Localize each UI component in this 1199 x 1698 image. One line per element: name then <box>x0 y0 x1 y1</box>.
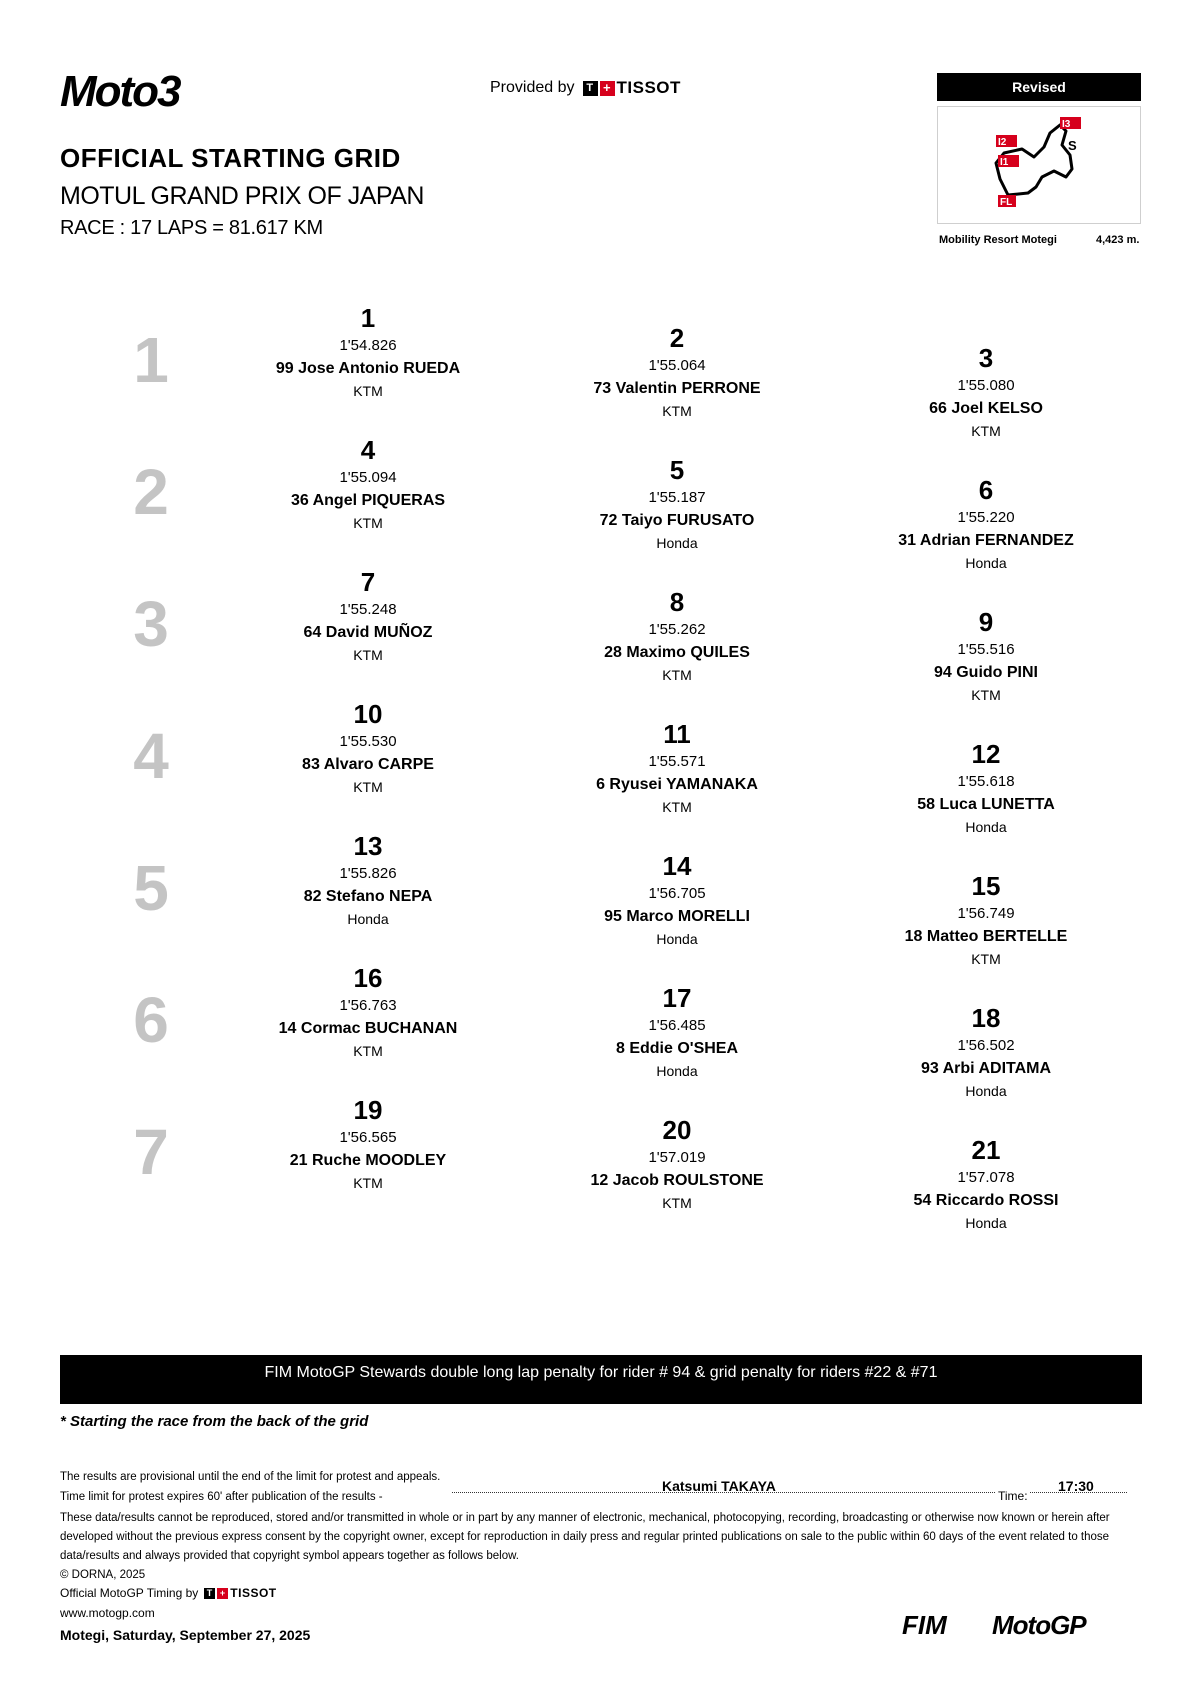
fim-logo <box>900 1610 970 1640</box>
team-name: Honda <box>656 931 698 947</box>
team-name: KTM <box>662 667 692 683</box>
tissot-cross-icon: + <box>600 81 615 96</box>
grid-position: 11 <box>663 719 691 749</box>
grid-row-number: 2 <box>133 456 169 528</box>
rider-name: 14 Cormac BUCHANAN <box>278 1020 458 1037</box>
rider-name: 18 Matteo BERTELLE <box>904 928 1068 945</box>
grid-slot <box>871 475 1101 574</box>
provisional-note: The results are provisional until the end of the limit for protest and appeals. <box>60 1471 441 1483</box>
rider-name: 64 David MUÑOZ <box>303 624 433 641</box>
rider-name: 94 Guido PINI <box>933 664 1038 681</box>
rider-name: 21 Ruche MOODLEY <box>289 1152 447 1169</box>
lap-time: 1'56.763 <box>339 997 397 1014</box>
grid-row-number: 6 <box>133 984 169 1056</box>
grid-position: 10 <box>353 699 383 729</box>
grid-position: 9 <box>978 607 994 637</box>
team-name: KTM <box>971 423 1001 439</box>
grid-row-number: 3 <box>133 588 169 660</box>
timing-credit <box>60 1586 277 1600</box>
tissot-t-icon: T <box>204 1588 215 1599</box>
lap-time: 1'54.826 <box>339 337 397 354</box>
grid-position: 18 <box>971 1003 1001 1033</box>
team-name: Honda <box>965 819 1007 835</box>
moto3-logo-text: Moto3 <box>60 70 180 114</box>
team-name: KTM <box>971 951 1001 967</box>
grid-slot <box>871 607 1101 706</box>
lap-time: 1'56.502 <box>957 1037 1015 1054</box>
lap-time: 1'55.262 <box>648 621 706 638</box>
rider-name: 54 Riccardo ROSSI <box>913 1192 1059 1209</box>
timing-credit-label: Official MotoGP Timing by <box>60 1586 199 1600</box>
grid-slot <box>871 343 1101 442</box>
lap-time: 1'55.618 <box>957 773 1015 790</box>
team-name: Honda <box>347 911 389 927</box>
tissot-cross-icon: + <box>217 1588 228 1599</box>
tissot-logo-text: TISSOT <box>616 78 681 97</box>
circuit-name: Mobility Resort Motegi <box>939 234 1057 246</box>
grid-slot <box>562 719 792 818</box>
lap-time: 1'57.078 <box>957 1169 1015 1186</box>
sector-i1-label: I1 <box>1000 157 1009 168</box>
grid-slot <box>562 851 792 950</box>
grid-position: 16 <box>353 963 383 993</box>
grid-position: 21 <box>971 1135 1001 1165</box>
provided-by-label: Provided by <box>490 79 575 96</box>
grid-position: 4 <box>360 435 376 465</box>
team-name: Honda <box>656 535 698 551</box>
moto3-logo <box>60 70 285 114</box>
team-name: KTM <box>353 515 383 531</box>
time-line <box>1030 1492 1127 1493</box>
rider-name: 66 Joel KELSO <box>929 400 1043 417</box>
team-name: KTM <box>662 799 692 815</box>
tissot-logo <box>583 78 681 98</box>
rider-name: 12 Jacob ROULSTONE <box>590 1172 764 1189</box>
time-value: 17:30 <box>1058 1478 1094 1494</box>
fim-logo-graphic <box>900 1610 970 1640</box>
grid-position: 7 <box>360 567 376 597</box>
track-map <box>937 106 1141 224</box>
rider-name: 8 Eddie O'SHEA <box>615 1040 739 1057</box>
grid-slot <box>253 1095 483 1194</box>
rider-name: 36 Angel PIQUERAS <box>290 492 446 509</box>
signature-line <box>452 1492 995 1493</box>
grid-slot <box>562 323 792 422</box>
grid-slot <box>253 831 483 930</box>
lap-time: 1'57.019 <box>648 1149 706 1166</box>
team-name: KTM <box>662 403 692 419</box>
back-of-grid-note: * Starting the race from the back of the grid <box>60 1413 369 1430</box>
grid-row-number: 5 <box>133 852 169 924</box>
lap-time: 1'56.485 <box>648 1017 706 1034</box>
rider-name: 72 Taiyo FURUSATO <box>599 512 755 529</box>
grid-slot <box>253 699 483 798</box>
lap-time: 1'55.826 <box>339 865 397 882</box>
rider-name: 93 Arbi ADITAMA <box>920 1060 1052 1077</box>
grid-slot <box>253 435 483 534</box>
team-name: Honda <box>656 1063 698 1079</box>
grid-position: 3 <box>978 343 994 373</box>
grid-row-number: 4 <box>133 720 169 792</box>
rider-name: 83 Alvaro CARPE <box>302 756 434 773</box>
grid-row-number: 7 <box>133 1116 169 1188</box>
rider-name: 28 Maximo QUILES <box>604 644 750 661</box>
moto3-logo-graphic <box>60 70 285 114</box>
grid-position: 2 <box>669 323 685 353</box>
tissot-t-icon: T <box>583 81 598 96</box>
tissot-logo-small <box>204 1586 276 1600</box>
team-name: KTM <box>971 687 1001 703</box>
team-name: KTM <box>353 1175 383 1191</box>
grid-position: 19 <box>353 1095 383 1125</box>
rider-name: 99 Jose Antonio RUEDA <box>275 360 461 377</box>
lap-time: 1'56.749 <box>957 905 1015 922</box>
race-info: RACE : 17 LAPS = 81.617 KM <box>60 217 323 239</box>
page-title: OFFICIAL STARTING GRID <box>60 143 401 173</box>
finish-line-label: FL <box>1000 197 1013 208</box>
lap-time: 1'55.187 <box>648 489 706 506</box>
lap-time: 1'56.565 <box>339 1129 397 1146</box>
lap-time: 1'55.094 <box>339 469 397 486</box>
grid-slot <box>871 1135 1101 1234</box>
rider-name: 31 Adrian FERNANDEZ <box>898 532 1074 549</box>
grid-slot <box>253 963 483 1062</box>
motogp-logo-graphic <box>990 1610 1130 1640</box>
lap-time: 1'55.571 <box>648 753 706 770</box>
rider-name: 73 Valentin PERRONE <box>593 380 761 397</box>
team-name: Honda <box>965 1083 1007 1099</box>
signatory-name: Katsumi TAKAYA <box>662 1478 776 1494</box>
rider-name: 82 Stefano NEPA <box>303 888 433 905</box>
rider-name: 95 Marco MORELLI <box>604 908 750 925</box>
grid-slot <box>562 983 792 1082</box>
time-label: Time: <box>998 1489 1028 1503</box>
grid-position: 20 <box>662 1115 692 1145</box>
team-name: KTM <box>353 383 383 399</box>
grid-position: 15 <box>971 871 1001 901</box>
grid-position: 1 <box>360 303 376 333</box>
circuit-length: 4,423 m. <box>1096 234 1140 246</box>
motogp-logo-text: MotoGP <box>992 1610 1086 1640</box>
penalty-notice: FIM MotoGP Stewards double long lap penalty for rider # 94 & grid penalty for riders #22 & #71 <box>60 1355 1142 1404</box>
grid-slot <box>871 871 1101 970</box>
lap-time: 1'55.248 <box>339 601 397 618</box>
grid-slot <box>562 587 792 686</box>
lap-time: 1'55.080 <box>957 377 1015 394</box>
dorna-copyright: © DORNA, 2025 <box>60 1569 146 1581</box>
protest-limit-note: Time limit for protest expires 60' after publication of the results - <box>60 1491 383 1503</box>
grid-slot <box>562 1115 792 1214</box>
team-name: Honda <box>965 555 1007 571</box>
grid-slot <box>253 303 483 402</box>
event-name: MOTUL GRAND PRIX OF JAPAN <box>60 182 424 210</box>
grid-slot <box>562 455 792 554</box>
fim-logo-text: FIM <box>902 1610 947 1640</box>
grid-position: 14 <box>662 851 692 881</box>
sector-i2-label: I2 <box>998 137 1007 148</box>
website-link[interactable]: www.motogp.com <box>60 1606 155 1620</box>
grid-position: 17 <box>662 983 692 1013</box>
provided-by <box>490 78 681 98</box>
rider-name: 58 Luca LUNETTA <box>917 796 1055 813</box>
team-name: Honda <box>965 1215 1007 1231</box>
team-name: KTM <box>353 1043 383 1059</box>
team-name: KTM <box>662 1195 692 1211</box>
speed-trap-label: S <box>1068 138 1077 153</box>
lap-time: 1'55.220 <box>957 509 1015 526</box>
grid-position: 8 <box>669 587 685 617</box>
grid-row-number: 1 <box>133 324 169 396</box>
event-date: Motegi, Saturday, September 27, 2025 <box>60 1627 311 1643</box>
grid-slot <box>871 1003 1101 1102</box>
grid-slot <box>253 567 483 666</box>
lap-time: 1'55.516 <box>957 641 1015 658</box>
status-badge: Revised <box>937 73 1141 101</box>
lap-time: 1'56.705 <box>648 885 706 902</box>
rider-name: 6 Ryusei YAMANAKA <box>596 776 758 793</box>
lap-time: 1'55.064 <box>648 357 706 374</box>
motogp-logo <box>990 1610 1130 1640</box>
tissot-logo-text: TISSOT <box>230 1586 277 1600</box>
team-name: KTM <box>353 779 383 795</box>
copyright-notice: These data/results cannot be reproduced, stored and/or transmitted in whole or in part by any manner of electronic, mechanical, photocopying, recording, broadcasting or otherwise now known or herein after developed without the previous express consent by the copyright owner, except for reproduction in daily press and regular printed publications on sale to the public within 60 days of the event related to those data/results and always provided that copyright symbol appears together as follows below. <box>60 1512 1110 1562</box>
lap-time: 1'55.530 <box>339 733 397 750</box>
grid-position: 5 <box>669 455 685 485</box>
sector-i3-label: I3 <box>1062 119 1071 130</box>
grid-position: 12 <box>971 739 1001 769</box>
track-map-graphic <box>938 107 1140 223</box>
grid-position: 6 <box>978 475 994 505</box>
team-name: KTM <box>353 647 383 663</box>
grid-position: 13 <box>353 831 383 861</box>
grid-slot <box>871 739 1101 838</box>
